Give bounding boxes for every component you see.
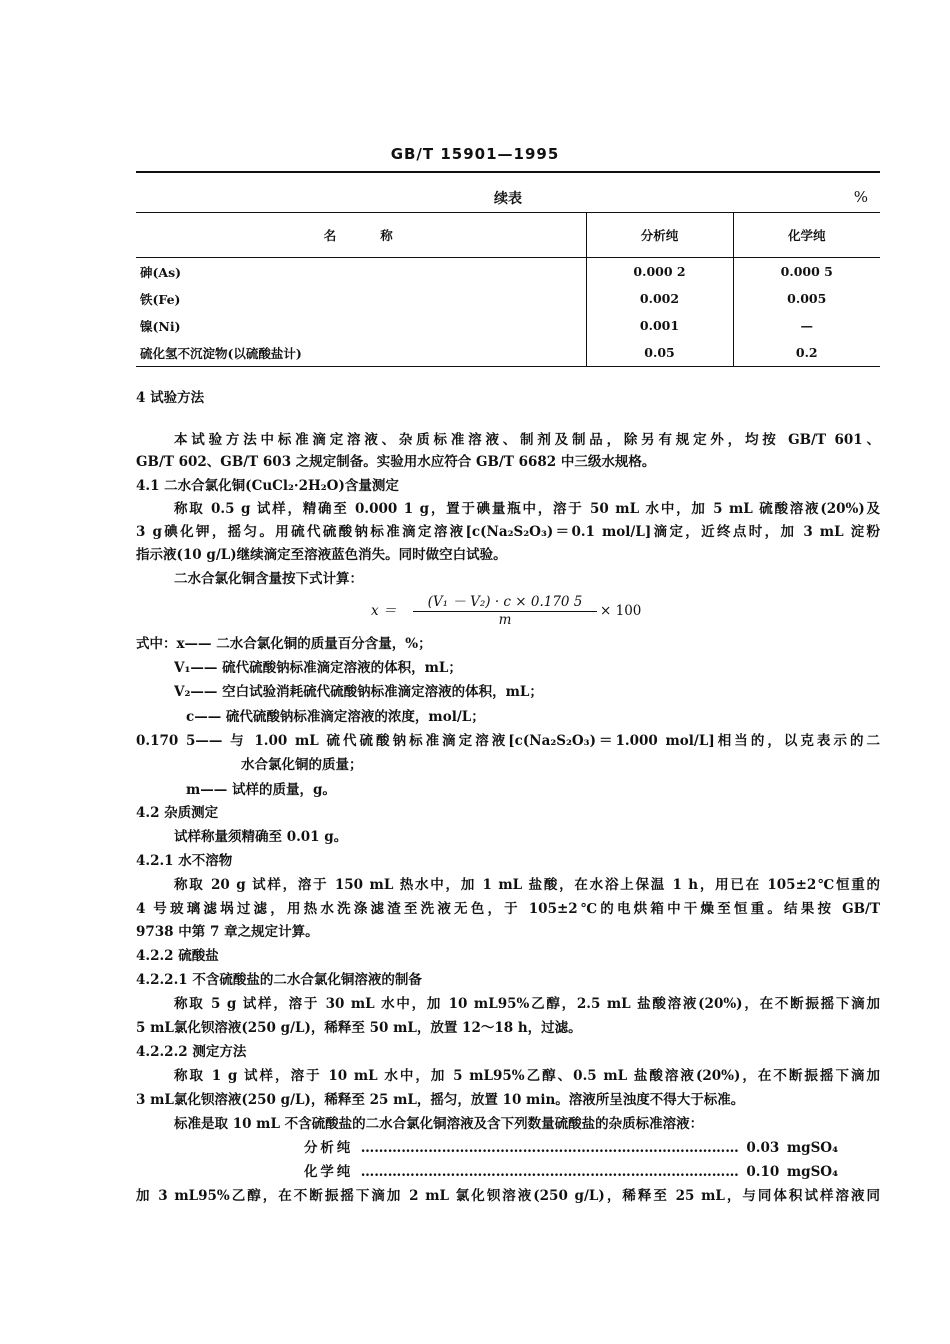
section-4-2-2-2-title: 4.2.2.2 测定方法 (136, 1044, 247, 1060)
s42-para: 试样称量须精确至 0.01 g。 (174, 829, 348, 845)
row-chemical: 0.005 (733, 285, 880, 312)
row-chemical: — (733, 312, 880, 339)
row-analytical: 0.001 (586, 312, 733, 339)
table-unit: % (853, 188, 868, 206)
formula-denominator: m (498, 612, 512, 628)
formula-fraction (413, 590, 597, 634)
section-4-2-1-title: 4.2.1 水不溶物 (136, 853, 233, 869)
formula-rhs: × 100 (600, 603, 642, 619)
table-header-row (136, 213, 880, 258)
where-v2: V₂—— 空白试验消耗硫代硫酸钠标准滴定溶液的体积，mL； (174, 684, 543, 700)
where-v1: V₁—— 硫代硫酸钠标准滴定溶液的体积，mL； (174, 660, 462, 676)
section-4-title: 4 试验方法 (136, 390, 205, 406)
section-4-2-2-title: 4.2.2 硫酸盐 (136, 948, 219, 964)
row-analytical: 0.000 2 (586, 258, 733, 286)
where-k-line: 0.170 5—— 与 1.00 mL 硫代硫酸钠标准滴定溶液[c(Na₂S₂O₃)＝1.000 mol/L]相当的，以克表示的二 (136, 733, 880, 749)
row-name: 镍(Ni) (140, 318, 181, 334)
row-name: 铁(Fe) (140, 291, 181, 307)
row-chemical: 0.000 5 (733, 258, 880, 286)
s41-para-line: 指示液(10 g/L)继续滴定至溶液蓝色消失。同时做空白试验。 (136, 547, 507, 563)
s421-para-line: 9738 中第 7 章之规定计算。 (136, 924, 319, 940)
header-name: 名称 (136, 213, 586, 258)
row-chemical: 0.2 (733, 339, 880, 367)
s4221-para-line: 5 mL氯化钡溶液(250 g/L)，稀释至 50 mL，放置 12～18 h，过滤。 (136, 1020, 582, 1036)
section-4-2-2-1-title: 4.2.2.1 不含硫酸盐的二水合氯化铜溶液的制备 (136, 972, 422, 988)
s4221-para-line: 称取 5 g 试样，溶于 30 mL 水中，加 10 mL95%乙醇，2.5 mL 盐酸溶液(20%)，在不断振摇下滴加 (174, 996, 880, 1012)
section-4-1-title: 4.1 二水合氯化铜(CuCl₂·2H₂O)含量测定 (136, 478, 399, 494)
s421-para-line: 称取 20 g 试样，溶于 150 mL 热水中，加 1 mL 盐酸，在水浴上保温 1 h，用已在 105±2℃恒重的 (174, 877, 880, 893)
header-rule (136, 171, 880, 173)
table-row (136, 312, 880, 339)
section-4-2-title: 4.2 杂质测定 (136, 805, 219, 821)
where-k-line: 水合氯化铜的质量； (241, 757, 363, 773)
grade-analytical-line: 分析纯 ………………………………………………………………………… 0.03 mgSO₄ (304, 1140, 838, 1156)
table-row (136, 258, 880, 286)
row-analytical: 0.002 (586, 285, 733, 312)
table-caption-row (136, 188, 880, 210)
s4222-para-line: 标准是取 10 mL 不含硫酸盐的二水合氯化铜溶液及含下列数量硫酸盐的杂质标准溶液： (174, 1116, 704, 1132)
s41-para-line: 称取 0.5 g 试样，精确至 0.000 1 g，置于碘量瓶中，溶于 50 mL 水中，加 5 mL 硫酸溶液(20%)及 (174, 501, 880, 517)
formula-intro: 二水合氯化铜含量按下式计算： (174, 571, 363, 587)
where-c: c—— 硫代硫酸钠标准滴定溶液的浓度，mol/L； (186, 709, 485, 725)
where-m: m—— 试样的质量，g。 (186, 782, 336, 798)
formula-numerator: (V₁ － V₂) · c × 0.170 5 (427, 594, 583, 610)
header-analytical: 分析纯 (586, 213, 733, 258)
grade-chemical-line: 化学纯 ………………………………………………………………………… 0.10 mgSO₄ (304, 1164, 838, 1180)
s41-para-line: 3 g碘化钾，摇匀。用硫代硫酸钠标准滴定溶液[c(Na₂S₂O₃)＝0.1 mol/L]滴定，近终点时，加 3 mL 淀粉 (136, 524, 880, 540)
s421-para-line: 4 号玻璃滤埚过滤，用热水洗涤滤渣至洗液无色，于 105±2℃的电烘箱中干燥至恒重。结果按 GB/T (136, 901, 880, 917)
s4-para-line: 本试验方法中标准滴定溶液、杂质标准溶液、制剂及制品，除另有规定外，均按 GB/T 601、 (174, 432, 880, 448)
final-para-line: 加 3 mL95%乙醇，在不断振摇下滴加 2 mL 氯化钡溶液(250 g/L)，稀释至 25 mL，与同体积试样溶液同 (136, 1188, 880, 1204)
where-x: 式中：x—— 二水合氯化铜的质量百分含量，%； (136, 636, 432, 652)
s4222-para-line: 3 mL氯化钡溶液(250 g/L)，稀释至 25 mL，摇匀，放置 10 min。溶液所呈浊度不得大于标准。 (136, 1092, 745, 1108)
row-name: 砷(As) (140, 264, 182, 280)
row-analytical: 0.05 (586, 339, 733, 367)
table-caption: 续表 (494, 191, 522, 207)
spec-table (136, 212, 880, 367)
table-row (136, 339, 880, 367)
table-row (136, 285, 880, 312)
s4222-para-line: 称取 1 g 试样，溶于 10 mL 水中，加 5 mL95%乙醇、0.5 mL 盐酸溶液(20%)，在不断振摇下滴加 (174, 1068, 880, 1084)
s4-para-line: GB/T 602、GB/T 603 之规定制备。实验用水应符合 GB/T 6682 中三级水规格。 (136, 454, 656, 470)
formula-lhs: x ＝ (371, 603, 397, 619)
standard-code-header: GB/T 15901—1995 (390, 145, 560, 163)
header-chemical: 化学纯 (733, 213, 880, 258)
row-name: 硫化氢不沉淀物(以硫酸盐计) (136, 339, 586, 367)
